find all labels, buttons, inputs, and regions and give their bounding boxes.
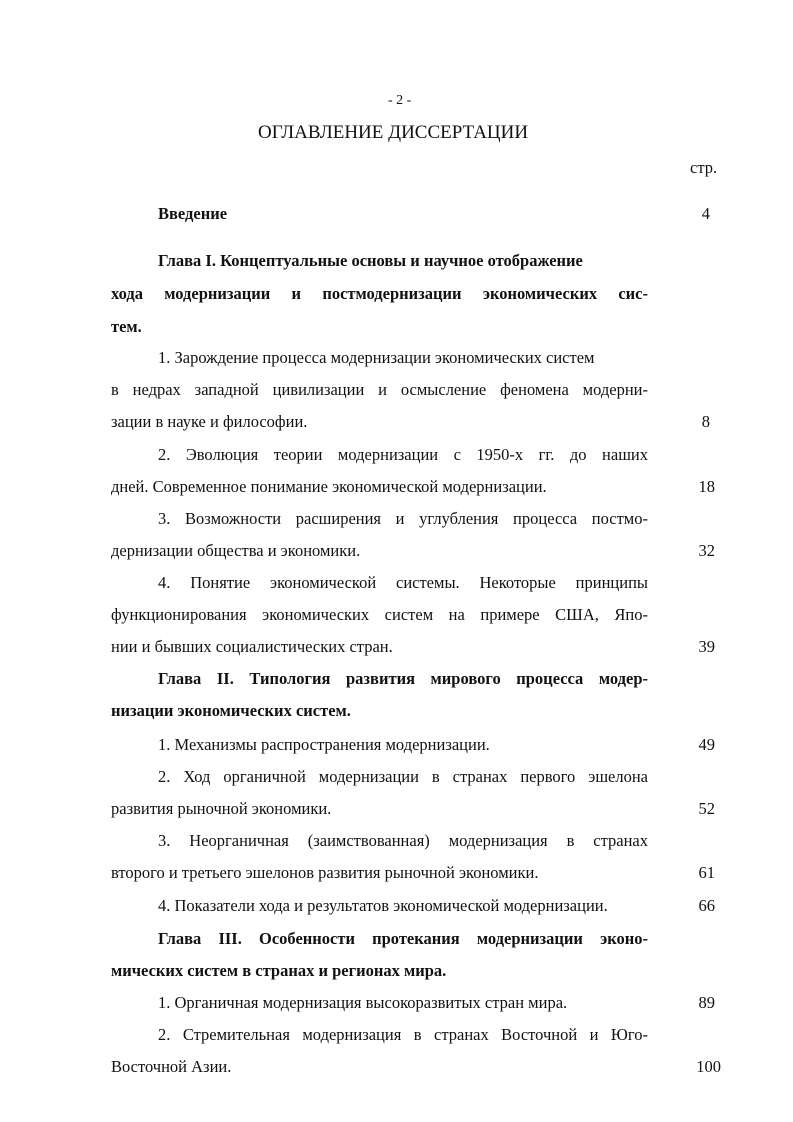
toc-line: второго и третьего эшелонов развития рыночной экономики.: [111, 863, 539, 882]
toc-page-number: 100: [696, 1057, 721, 1076]
toc-page-number: 89: [698, 993, 715, 1012]
toc-line: 3. Неорганичная (заимствованная) модернизация в странах: [158, 831, 648, 850]
toc-line: нии и бывших социалистических стран.: [111, 637, 393, 656]
toc-line: Глава III. Особенности протекания модернизации эконо-: [158, 929, 648, 948]
toc-line: 1. Органичная модернизация высокоразвитых стран мира.: [158, 993, 568, 1012]
toc-line: 3. Возможности расширения и углубления процесса постмо-: [158, 509, 648, 528]
toc-line: дней. Современное понимание экономической модернизации.: [111, 477, 547, 496]
toc-line: хода модернизации и постмодернизации экономических сис-: [111, 284, 648, 303]
toc-page-number: 52: [698, 799, 715, 818]
page-title: ОГЛАВЛЕНИЕ ДИССЕРТАЦИИ: [258, 122, 529, 143]
toc-line: 4. Показатели хода и результатов экономической модернизации.: [158, 896, 608, 915]
toc-page-number: 4: [701, 204, 710, 223]
toc-line: 2. Эволюция теории модернизации с 1950-х гг. до наших: [158, 445, 648, 464]
toc-page-number: 66: [698, 896, 715, 915]
toc-line: Введение: [158, 204, 228, 223]
toc-line: Глава II. Типология развития мирового процесса модер-: [158, 669, 648, 688]
toc-line: 4. Понятие экономической системы. Некоторые принципы: [158, 573, 648, 592]
toc-line: Восточной Азии.: [111, 1057, 232, 1076]
toc-page-number: 39: [698, 637, 715, 656]
toc-line: 1. Механизмы распространения модернизации.: [158, 735, 490, 754]
toc-line: 2. Ход органичной модернизации в странах первого эшелона: [158, 767, 648, 786]
page-number: - 2 -: [388, 93, 412, 108]
toc-page-number: 49: [698, 735, 715, 754]
toc-line: 1. Зарождение процесса модернизации экономических систем: [158, 348, 595, 367]
toc-line: Глава I. Концептуальные основы и научное отображение: [158, 251, 583, 270]
toc-page-number: 18: [698, 477, 715, 496]
toc-line: функционирования экономических систем на примере США, Япо-: [111, 605, 648, 624]
toc-line: в недрах западной цивилизации и осмысление феномена модерни-: [111, 380, 648, 399]
toc-line: мических систем в странах и регионах мира.: [111, 961, 447, 980]
page-column-label: стр.: [690, 158, 718, 177]
toc-line: дернизации общества и экономики.: [111, 541, 361, 560]
toc-line: зации в науке и философии.: [111, 412, 308, 431]
toc-page-number: 61: [698, 863, 715, 882]
toc-line: тем.: [111, 317, 142, 336]
toc-line: 2. Стремительная модернизация в странах Восточной и Юго-: [158, 1025, 648, 1044]
toc-line: развития рыночной экономики.: [111, 799, 332, 818]
toc-page-number: 8: [701, 412, 710, 431]
toc-page-number: 32: [698, 541, 715, 560]
toc-line: низации экономических систем.: [111, 701, 351, 720]
